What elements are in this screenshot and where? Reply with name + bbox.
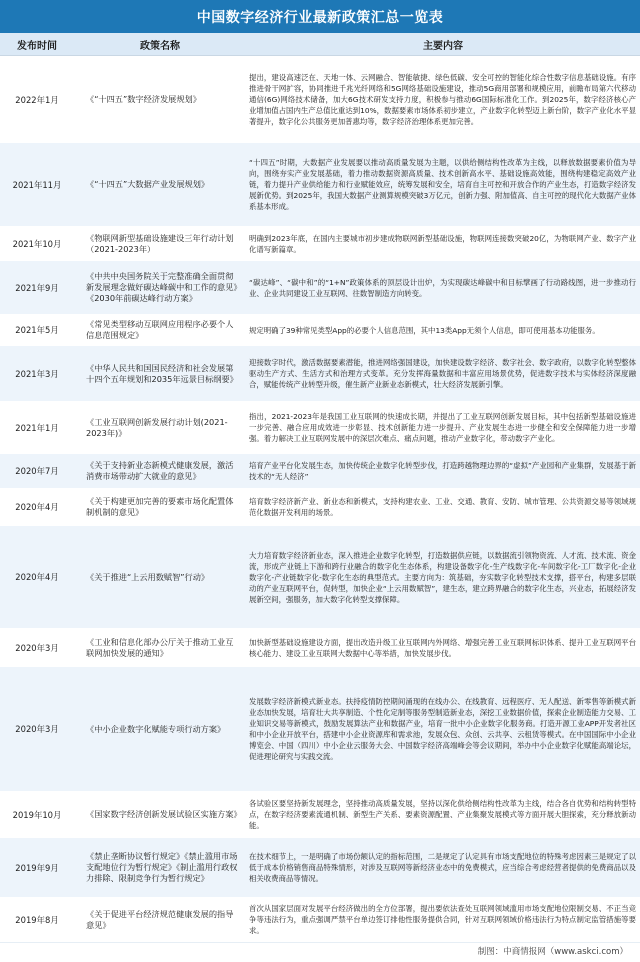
policy-name-text: 《常见类型移动互联网应用程序必要个人信息范围规定》 bbox=[86, 319, 234, 340]
cell-main-content bbox=[246, 346, 640, 401]
main-content-text: 大力培育数字经济新业态，深入推进企业数字化转型，打造数据供应链，以数据流引领物资流、人才流、技术流、资金流，形成产业链上下游和跨行业融合的数字化生态体系，构建设备数字化-生产线数字化-车间数字化-工厂数字化-企业数字化-产业链数字化-数字化生态的典型范式。主要方向为：筑基础，夯实数字化转型技术支撑，搭平台，构建多层联动的产业互联网平台，促转型，加快企业“上云用数赋智”，建生态，建立跨界融合的数字化生态，兴业态，拓展经济发展新空间，强服务，加大数字化转型支撑保障。 bbox=[249, 550, 636, 604]
table-header bbox=[0, 33, 640, 56]
table-row bbox=[0, 838, 640, 898]
source-note: 制图：中商情报网（www.askci.com） bbox=[477, 947, 628, 957]
cell-date: 2019年10月 bbox=[12, 809, 62, 820]
cell-policy-name bbox=[74, 628, 246, 667]
policy-name-text: 《关于促进平台经济规范健康发展的指导意见》 bbox=[86, 908, 234, 930]
policy-name-text: 《“十四五”大数据产业发展规划》 bbox=[86, 179, 210, 189]
table-row bbox=[0, 897, 640, 943]
cell-main-content bbox=[246, 454, 640, 488]
main-content-text: 各试验区要坚持新发展理念，坚持推动高质量发展，坚持以深化供给侧结构性改革为主线，结合各自优势和结构转型特点，在数字经济要素流通机制、新型生产关系、要素资源配置、产业集聚发展模式等方面开展大胆探索，充分释放新动能。 bbox=[249, 799, 636, 830]
table-row bbox=[0, 488, 640, 527]
cell-policy-name bbox=[74, 454, 246, 488]
cell-date: 2020年3月 bbox=[15, 724, 59, 734]
cell-policy-name bbox=[74, 143, 246, 226]
main-content-text: 在技术细节上，一是明确了市场份额认定的指标范围，二是规定了认定具有市场支配地位的特殊考虑因素三是规定了以低于成本价格销售商品特殊情形，对涉及互联网等新经济业态中的免费模式，应当综合考虑经营者提供的免费商品以及相关收费商品等情况。 bbox=[249, 852, 636, 883]
cell-main-content bbox=[246, 401, 640, 454]
cell-date: 2019年8月 bbox=[15, 914, 59, 925]
cell-main-content bbox=[246, 667, 640, 791]
main-content-text: 规定明确了39种常见类型App的必要个人信息范围，其中13类App无须个人信息，即可使用基本功能服务。 bbox=[249, 325, 600, 335]
table-row bbox=[0, 667, 640, 792]
table-row bbox=[0, 791, 640, 839]
cell-date: 2020年7月 bbox=[15, 466, 59, 476]
cell-date: 2019年9月 bbox=[15, 862, 59, 873]
table-row bbox=[0, 56, 640, 144]
cell-policy-name bbox=[74, 314, 246, 346]
policy-name-text: 《关于推进“上云用数赋智”行动》 bbox=[86, 571, 210, 582]
cell-date: 2021年5月 bbox=[15, 325, 59, 335]
cell-main-content bbox=[246, 226, 640, 261]
main-content-text: 提出，建设高速泛在、天地一体、云网融合、智能敏捷、绿色低碳、安全可控的智能化综合性数字信息基础设施。有序推进骨干网扩容，协同推进千兆光纤网络和5G网络基础设施建设，推动5G商用部署和规模应用，前瞻布局第六代移动通信(6G)网络技术储备，加大6G技术研发支持力度，积极参与推动6G国际标准化工作。到2025年，数字经济核心产业增加值占国内生产总值比重达到10%，数据要素市场体系初步建立，产业数字化转型迈上新台阶，数字产业化水平显著提升，数字化公共服务更加普惠均等，数字经济治理体系更加完善。 bbox=[249, 73, 636, 126]
cell-policy-name bbox=[74, 226, 246, 261]
cell-policy-name bbox=[74, 401, 246, 454]
policy-name-text: 《工业和信息化部办公厅关于推动工业互联网加快发展的通知》 bbox=[86, 636, 234, 658]
policy-name-text: 《中华人民共和国国民经济和社会发展第十四个五年规划和2035年远景目标纲要》 bbox=[86, 362, 238, 384]
cell-main-content bbox=[246, 56, 640, 143]
cell-main-content bbox=[246, 791, 640, 838]
cell-date: 2020年4月 bbox=[15, 572, 59, 582]
cell-policy-name bbox=[74, 667, 246, 791]
cell-main-content bbox=[246, 838, 640, 897]
main-content-text: 发展数字经济新模式新业态。扶持疫情防控期间涌现的在线办公、在线教育、远程医疗、无人配送、新零售等新模式新业态加快发展，培育壮大共享制造、个性化定制等服务型制造新业态，深挖工业数据价值，探索企业制造能力交易、工业知识交易等新模式，鼓励发展算法产业和数据产业，培育一批中小企业数字化服务商。打造开源工业APP开发者社区和中小企业开放平台，搭建中小企业资源库和需求池，发展众包、众创、云共享、云租赁等模式。在中国国际中小企业博览会、中国（四川）中小企业云服务大会、中国数字经济高端峰会等会议期间，举办中小企业数字化赋能高端论坛，促进理论研究与实践交流。 bbox=[249, 697, 636, 761]
main-content-text: 明确到2023年底，在国内主要城市初步建成物联网新型基础设施，物联网连接数突破20亿，为物联网产业、数字产业化谱写新篇章。 bbox=[249, 233, 636, 254]
table-row bbox=[0, 401, 640, 455]
cell-date: 2022年1月 bbox=[15, 94, 59, 105]
header-name: 政策名称 bbox=[140, 40, 180, 52]
policy-name-text: 《中共中央国务院关于完整准确全面贯彻新发展理念做好碳达峰碳中和工作的意见》《2030年前碳达峰行动方案》 bbox=[86, 271, 238, 303]
cell-main-content bbox=[246, 143, 640, 226]
table-row bbox=[0, 261, 640, 315]
cell-date: 2020年4月 bbox=[15, 502, 59, 512]
main-content-text: 加快新型基础设施建设方面，提出改造升级工业互联网内外网络、增强完善工业互联网标识体系、提升工业互联网平台核心能力、建设工业互联网大数据中心等举措，加快发展步伐。 bbox=[249, 637, 636, 658]
cell-date: 2021年3月 bbox=[15, 368, 59, 379]
policy-name-text: 《国家数字经济创新发展试验区实施方案》 bbox=[86, 809, 242, 819]
cell-main-content bbox=[246, 314, 640, 346]
cell-policy-name bbox=[74, 56, 246, 143]
policy-name-text: 《禁止垄断协议暂行规定》《禁止滥用市场支配地位行为暂行规定》《制止滥用行政权力排除、限制竞争行为暂行规定》 bbox=[86, 851, 238, 883]
cell-main-content bbox=[246, 526, 640, 628]
main-content-text: 迎接数字时代，激活数据要素潜能，推进网络强国建设，加快建设数字经济、数字社会、数字政府，以数字化转型整体驱动生产方式、生活方式和治理方式变革。充分发挥海量数据和丰富应用场景优势，促进数字技术与实体经济深度融合，赋能传统产业转型升级，催生新产业新业态新模式，壮大经济发展新引擎。 bbox=[249, 358, 636, 389]
main-content-text: 首次从国家层面对发展平台经济做出的全方位部署，提出要依法查处互联网领域滥用市场支配地位限制交易、不正当竞争等违法行为，重点强调严禁平台单边签订排他性服务提供合同，针对互联网领域价格违法行为特点制定监管措施等要求。 bbox=[249, 904, 636, 935]
cell-date: 2021年1月 bbox=[15, 422, 59, 433]
policy-name-text: 《工业互联网创新发展行动计划(2021-2023年)》 bbox=[86, 416, 228, 438]
cell-policy-name bbox=[74, 488, 246, 526]
cell-main-content bbox=[246, 488, 640, 526]
main-content-text: “十四五”时期，大数据产业发展要以推动高质量发展为主题，以供给侧结构性改革为主线，以释放数据要素价值为导向，围绕夯实产业发展基础，着力推动数据资源高质量、技术创新高水平、基础设施高效能，围绕构建稳定高效产业链，着力提升产业供给能力和行业赋能效应，统筹发展和安全，培育自主可控和开放合作的产业生态，打造数字经济发展新优势。到2025年，我国大数据产业测算规模突破3万亿元，创新力强、附加值高、自主可控的现代化大数据产业体系基本形成。 bbox=[249, 158, 636, 211]
table-row bbox=[0, 226, 640, 262]
cell-date: 2021年11月 bbox=[12, 179, 62, 190]
policy-name-text: 《中小企业数字化赋能专项行动方案》 bbox=[86, 723, 226, 734]
cell-policy-name bbox=[74, 897, 246, 942]
cell-date: 2021年10月 bbox=[12, 238, 62, 249]
cell-main-content bbox=[246, 628, 640, 667]
main-content-text: 培育数字经济新产业、新业态和新模式，支持构建农业、工业、交通、教育、安防、城市管理、公共资源交易等领域规范化数据开发利用的场景。 bbox=[249, 497, 636, 517]
cell-policy-name bbox=[74, 526, 246, 628]
cell-policy-name bbox=[74, 346, 246, 401]
cell-main-content bbox=[246, 897, 640, 942]
main-content-text: 培育产业平台化发展生态，加快传统企业数字化转型步伐，打造跨越物理边界的“虚拟”产业园和产业集群，发展基于新技术的“无人经济” bbox=[249, 461, 636, 481]
main-content-text: 指出，2021-2023年是我国工业互联网的快速成长期，并提出了工业互联网创新发展目标，其中包括新型基础设施进一步完善、融合应用成效进一步彰显、技术创新能力进一步提升、产业发展生态进一步健全和安全保障能力进一步增强。着力解决工业互联网发展中的深层次难点、痛点问题，推动产业数字化，带动数字产业化。 bbox=[249, 412, 636, 443]
policy-name-text: 《物联网新型基础设施建设三年行动计划（2021-2023年） bbox=[86, 232, 234, 254]
header-content: 主要内容 bbox=[423, 40, 463, 52]
table-row bbox=[0, 314, 640, 347]
cell-policy-name bbox=[74, 838, 246, 897]
cell-date: 2020年3月 bbox=[15, 642, 59, 653]
cell-policy-name bbox=[74, 791, 246, 838]
cell-policy-name bbox=[74, 261, 246, 314]
table-row bbox=[0, 143, 640, 227]
cell-main-content bbox=[246, 261, 640, 314]
header-date: 发布时间 bbox=[17, 40, 57, 52]
main-content-text: “碳达峰”、“碳中和”的“1+N”政策体系的顶层设计出炉，为实现碳达峰碳中和目标擘画了行动路线图，进一步推动行业、企业共同建设工业互联网、往数智制造方向转变。 bbox=[249, 277, 636, 298]
policy-name-text: 《关于构建更加完善的要素市场化配置体制机制的意见》 bbox=[86, 496, 234, 517]
table-row bbox=[0, 454, 640, 489]
page-title: 中国数字经济行业最新政策汇总一览表 bbox=[0, 0, 640, 33]
policy-name-text: 《“十四五”数字经济发展规划》 bbox=[86, 94, 201, 104]
table-row bbox=[0, 346, 640, 402]
table-row bbox=[0, 526, 640, 629]
table-row bbox=[0, 628, 640, 668]
policy-name-text: 《关于支持新业态新模式健康发展，激活消费市场带动扩大就业的意见》 bbox=[86, 460, 234, 481]
cell-date: 2021年9月 bbox=[15, 282, 59, 293]
